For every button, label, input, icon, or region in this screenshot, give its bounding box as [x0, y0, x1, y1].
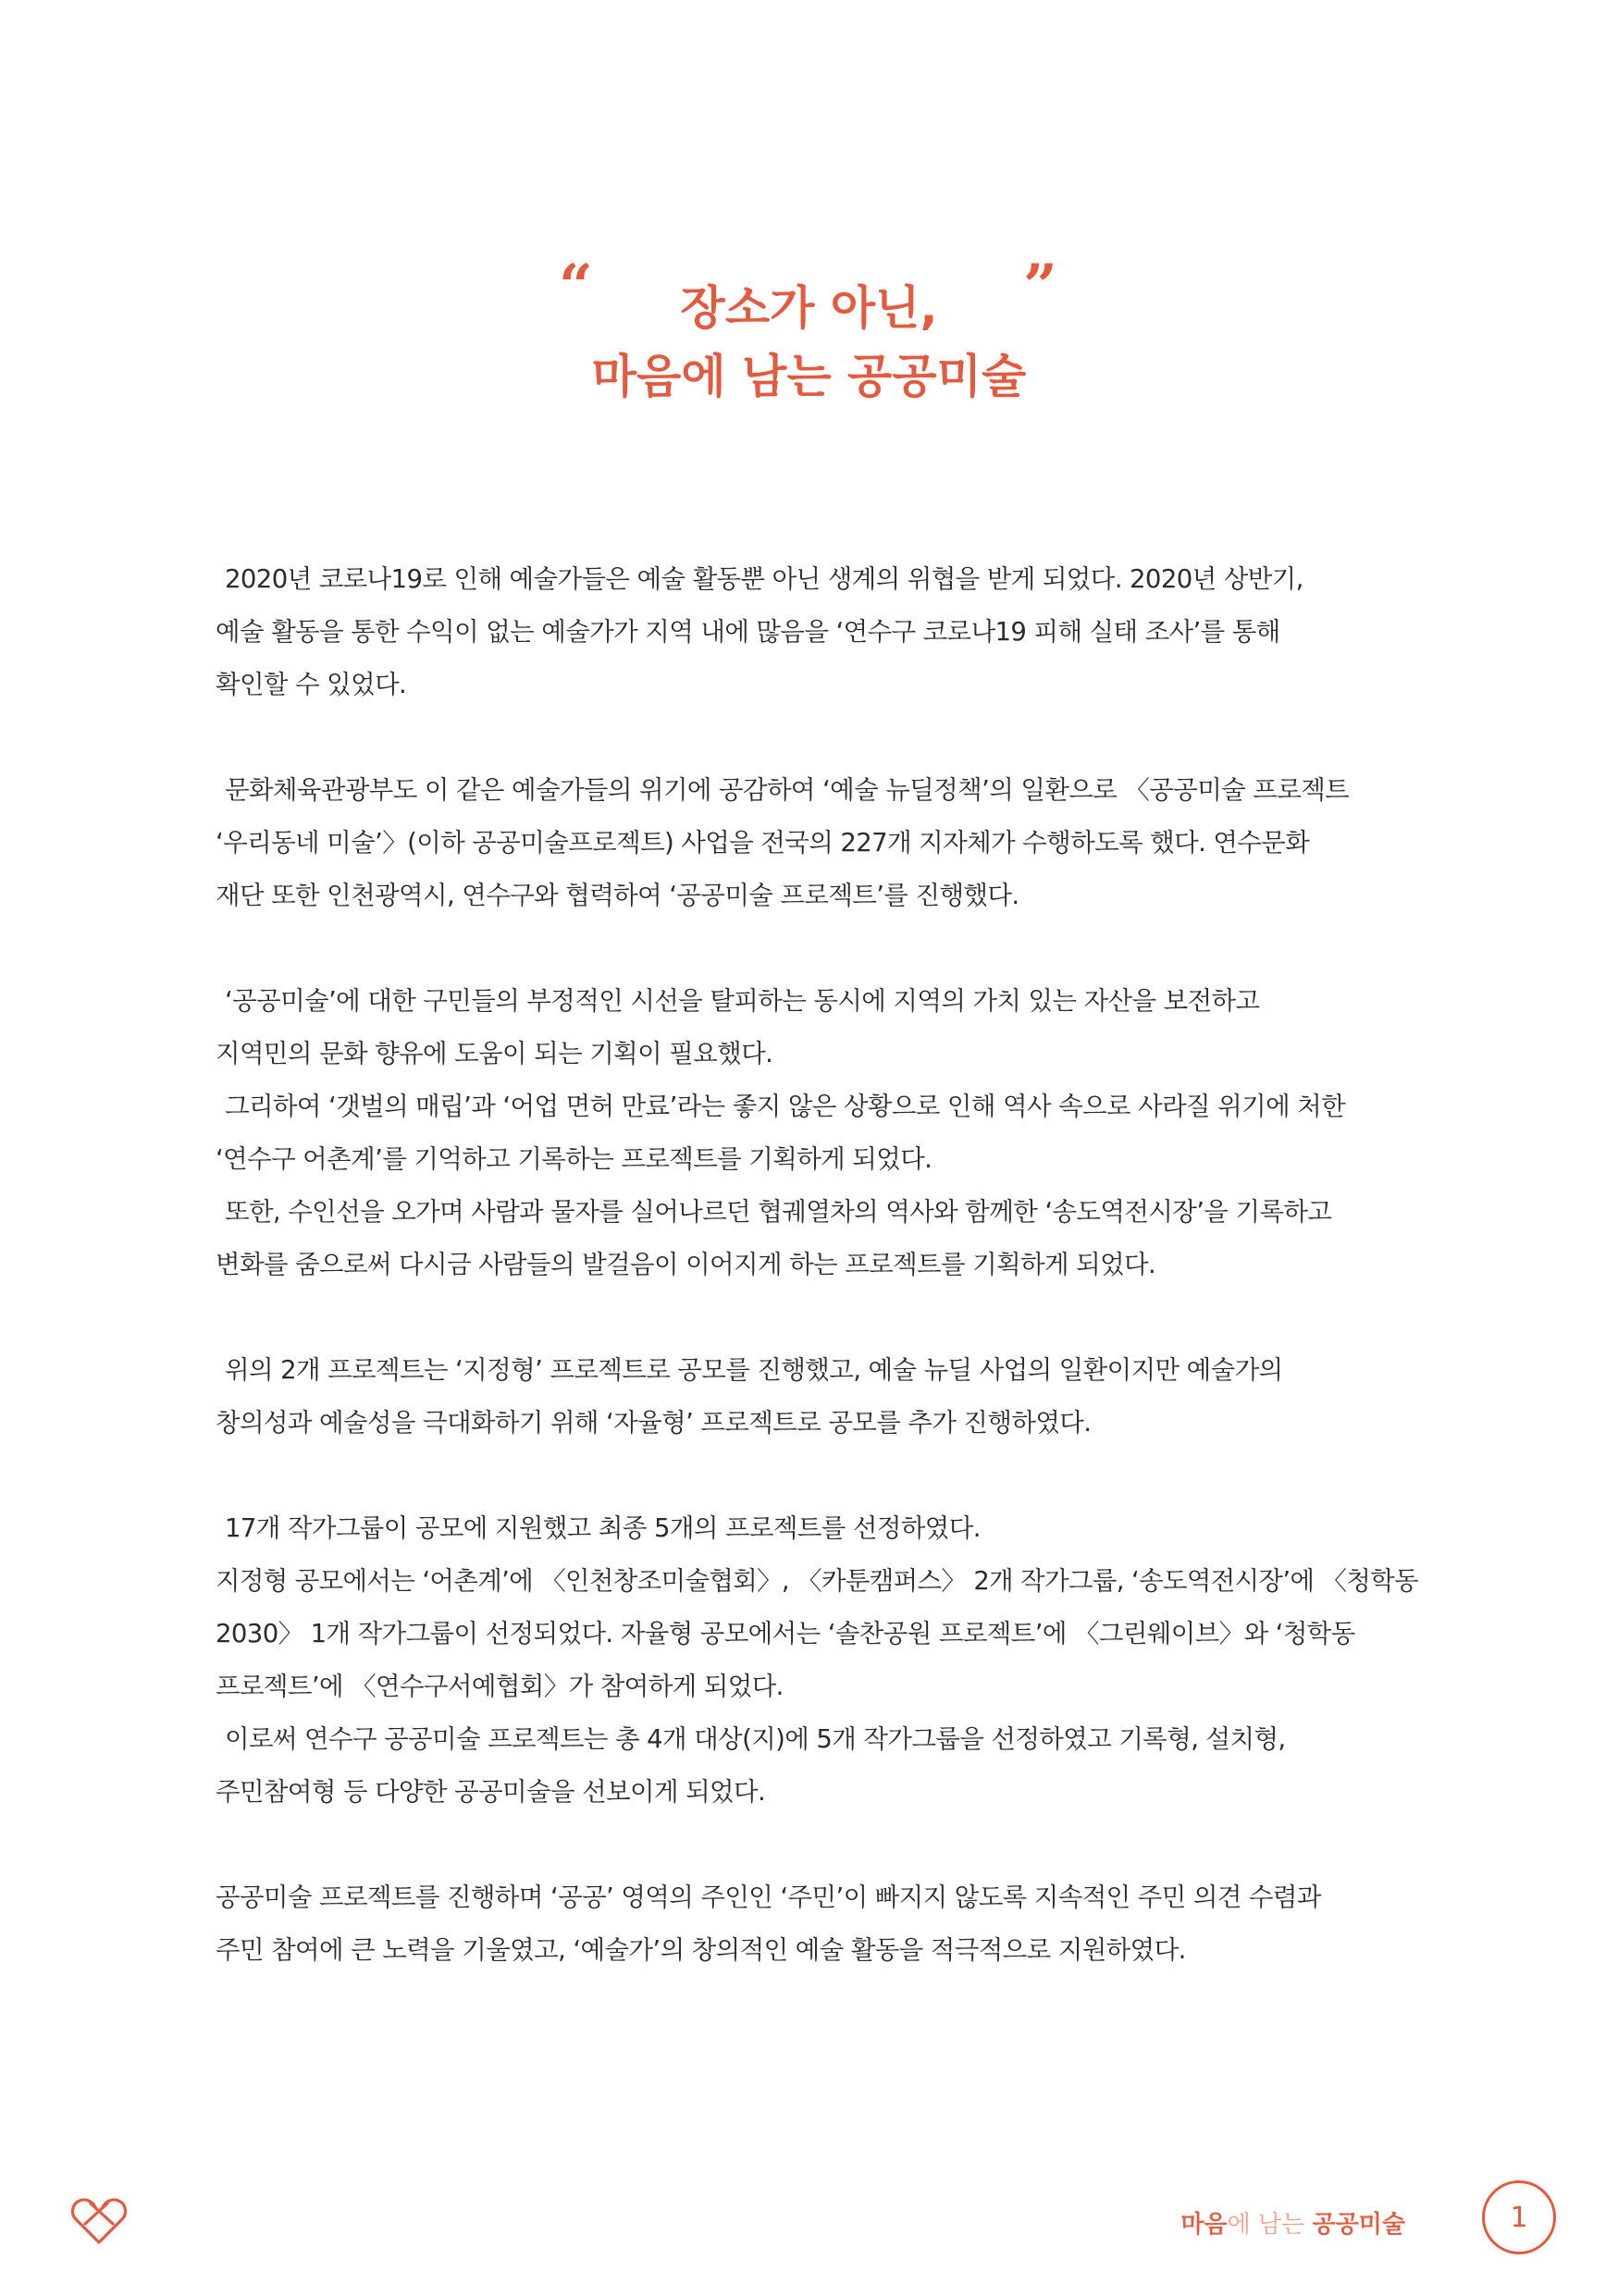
page-number: 1: [1482, 2180, 1556, 2254]
text-line: 그리하여 ‘갯벌의 매립’과 ‘어업 면허 만료’라는 좋지 않은 상황으로 인해 역사 속으로 사라질 위기에 처한: [225, 1092, 1346, 1121]
text-line: 주민참여형 등 다양한 공공미술을 선보이게 되었다.: [216, 1777, 766, 1807]
footer-brand-part-1: 마음: [1180, 2211, 1228, 2239]
paragraph: [216, 764, 1418, 922]
paragraph: [216, 975, 1418, 1291]
footer-brand-part-3: 공공미술: [1312, 2211, 1405, 2239]
footer-brand-part-2: 에 남는: [1227, 2211, 1313, 2239]
text-line: ‘우리동네 미술’〉(이하 공공미술프로젝트) 사업을 전국의 227개 지자체가 수행하도록 했다. 연수문화: [216, 828, 1310, 858]
paragraph: [216, 1502, 1418, 1819]
text-line: 또한, 수인선을 오가며 사람과 물자를 실어나르던 협궤열차의 역사와 함께한 ‘송도역전시장’을 기록하고: [225, 1197, 1332, 1227]
text-line: 주민 참여에 큰 노력을 기울였고, ‘예술가’의 창의적인 예술 활동을 적극적으로 지원하였다.: [216, 1935, 1186, 1965]
text-line: 창의성과 예술성을 극대화하기 위해 ‘자율형’ 프로젝트로 공모를 추가 진행하였다.: [216, 1408, 1092, 1438]
text-line: ‘연수구 어촌계’를 기억하고 기록하는 프로젝트를 기획하게 되었다.: [216, 1144, 933, 1174]
text-line: 2030〉 1개 작가그룹이 선정되었다. 자율형 공모에서는 ‘솔찬공원 프로젝트’에 〈그린웨이브〉와 ‘청학동: [216, 1619, 1355, 1648]
text-line: 공공미술 프로젝트를 진행하며 ‘공공’ 영역의 주인인 ‘주민’이 빠지지 않도록 지속적인 주민 의견 수렴과: [216, 1882, 1321, 1912]
text-line: 확인할 수 있었다.: [216, 670, 407, 699]
page-title: [0, 274, 1618, 411]
text-line: 이로써 연수구 공공미술 프로젝트는 총 4개 대상(지)에 5개 작가그룹을 선정하였고 기록형, 설치형,: [225, 1724, 1286, 1754]
text-line: ‘공공미술’에 대한 구민들의 부정적인 시선을 탈피하는 동시에 지역의 가치 있는 자산을 보전하고: [225, 986, 1260, 1016]
text-line: 예술 활동을 통한 수익이 없는 예술가가 지역 내에 많음을 ‘연수구 코로나19 피해 실태 조사’를 통해: [216, 617, 1280, 647]
text-line: 17개 작가그룹이 공모에 지원했고 최종 5개의 프로젝트를 선정하였다.: [225, 1513, 981, 1543]
text-line: 문화체육관광부도 이 같은 예술가들의 위기에 공감하여 ‘예술 뉴딜정책’의 일환으로 〈공공미술 프로젝트: [225, 775, 1350, 805]
text-line: 위의 2개 프로젝트는 ‘지정형’ 프로젝트로 공모를 진행했고, 예술 뉴딜 사업의 일환이지만 예술가의: [225, 1355, 1283, 1385]
open-quote-mark: “: [559, 252, 593, 321]
footer-brand: [1180, 2205, 1405, 2240]
text-line: 지정형 공모에서는 ‘어촌계’에 〈인천창조미술협회〉, 〈카툰캠퍼스〉 2개 작가그룹, ‘송도역전시장’에 〈청학동: [216, 1566, 1418, 1596]
text-line: 지역민의 문화 향유에 도움이 되는 기획이 필요했다.: [216, 1039, 773, 1068]
title-line-2: 마음에 남는 공공미술: [591, 350, 1027, 403]
text-line: 프로젝트’에 〈연수구서예협회〉가 참여하게 되었다.: [216, 1672, 784, 1701]
text-line: 재단 또한 인천광역시, 연수구와 협력하여 ‘공공미술 프로젝트’를 진행했다.: [216, 881, 1019, 910]
text-line: 2020년 코로나19로 인해 예술가들은 예술 활동뿐 아닌 생계의 위협을 받게 되었다. 2020년 상반기,: [225, 564, 1303, 594]
close-quote-mark: ”: [1023, 252, 1057, 321]
title-line-1: 장소가 아닌,: [680, 281, 938, 335]
body-text: [216, 553, 1418, 2030]
paragraph: [216, 553, 1418, 711]
paragraph: [216, 1344, 1418, 1450]
paragraph: [216, 1871, 1418, 1977]
text-line: 변화를 줌으로써 다시금 사람들의 발걸음이 이어지게 하는 프로젝트를 기획하게 되었다.: [216, 1250, 1156, 1279]
heart-knot-icon: [70, 2196, 128, 2246]
